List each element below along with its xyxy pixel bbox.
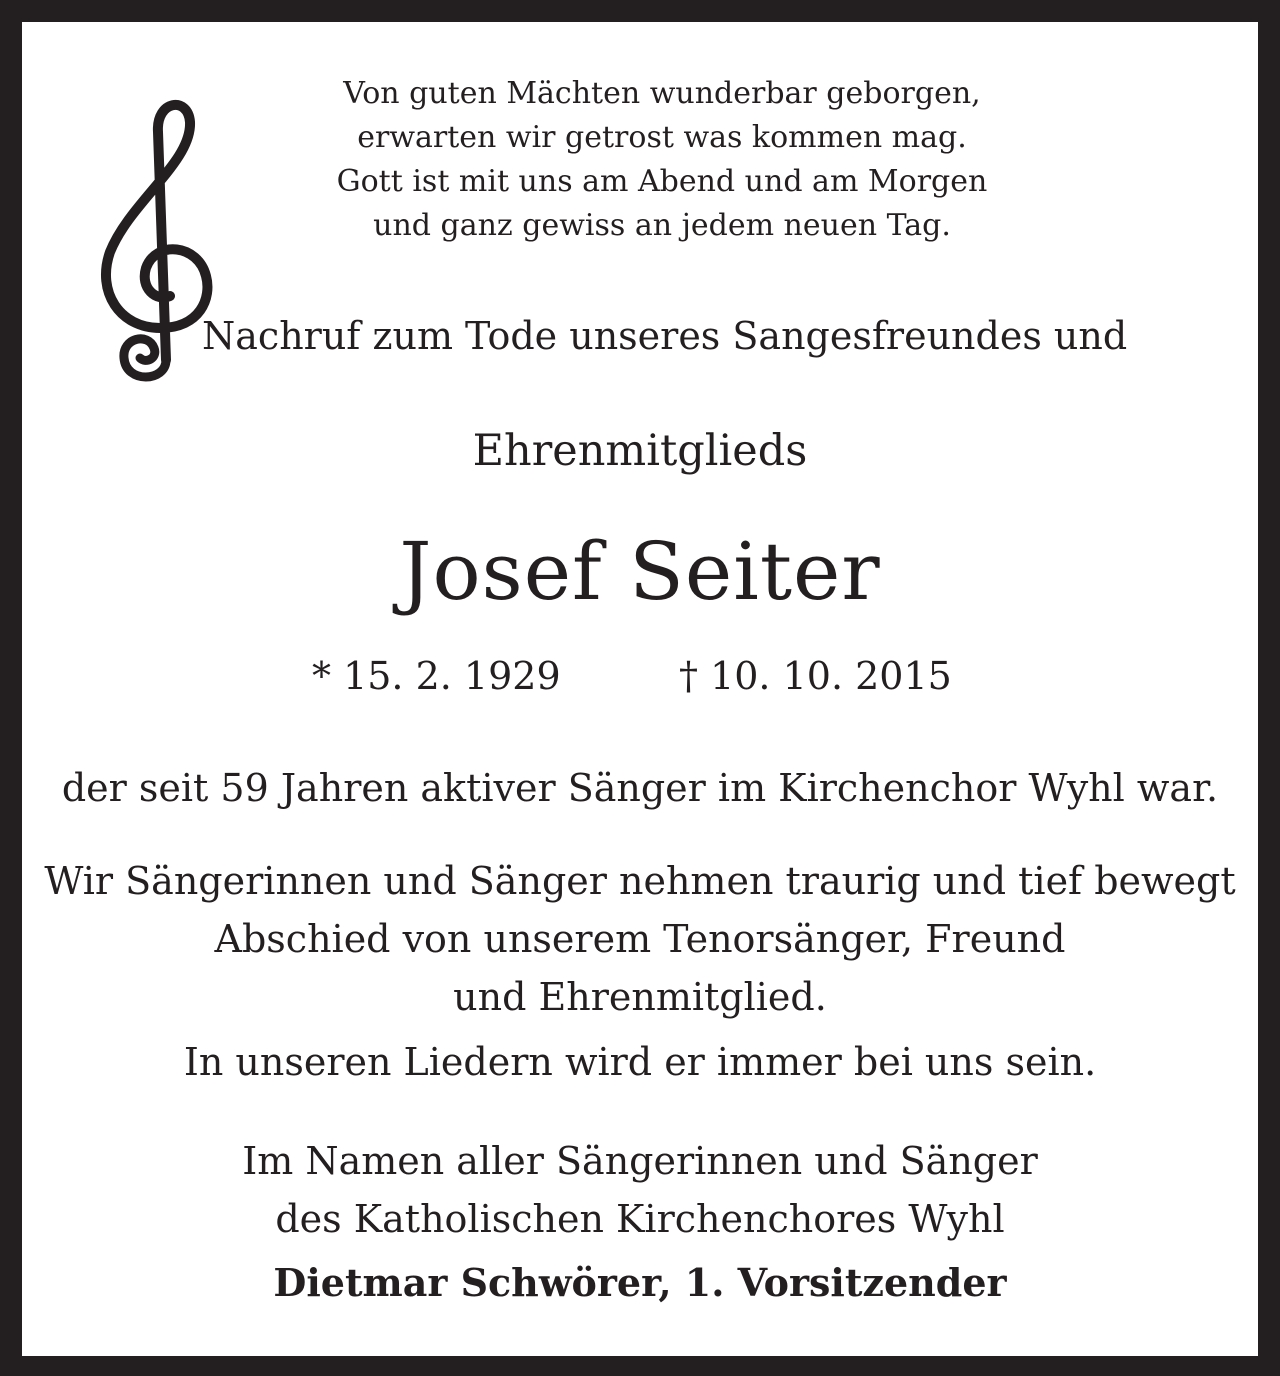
farewell-line: und Ehrenmitglied. xyxy=(453,975,827,1019)
farewell-line: Abschied von unserem Tenorsänger, Freund xyxy=(214,917,1066,961)
quote-line: Gott ist mit uns am Abend und am Morgen xyxy=(336,164,988,199)
birth-date: * 15. 2. 1929 xyxy=(312,654,561,698)
death-date: † 10. 10. 2015 xyxy=(679,654,952,698)
honorary-title: Ehrenmitglieds xyxy=(472,426,808,476)
quote-line: Von guten Mächten wunderbar geborgen, xyxy=(343,76,981,111)
signature-line: des Katholischen Kirchenchores Wyhl xyxy=(275,1197,1005,1241)
farewell-paragraph xyxy=(22,852,1258,1026)
membership-text: der seit 59 Jahren aktiver Sänger im Kirchenchor Wyhl war. xyxy=(61,766,1219,810)
signature-line: Im Namen aller Sängerinnen und Sänger xyxy=(242,1139,1038,1183)
signer-name: Dietmar Schwörer, 1. Vorsitzender xyxy=(273,1260,1007,1305)
obituary-card xyxy=(22,22,1258,1356)
intro-text: Nachruf zum Tode unseres Sangesfreundes und xyxy=(202,314,1128,358)
quote-verse xyxy=(282,72,1042,248)
remembrance-text: In unseren Liedern wird er immer bei uns sein. xyxy=(183,1040,1097,1084)
treble-clef-icon xyxy=(96,92,216,382)
quote-line: erwarten wir getrost was kommen mag. xyxy=(357,120,967,155)
farewell-line: Wir Sängerinnen und Sänger nehmen traurig und tief bewegt xyxy=(44,859,1236,903)
signature-block xyxy=(22,1132,1258,1248)
deceased-name: Josef Seiter xyxy=(399,525,881,618)
quote-line: und ganz gewiss an jedem neuen Tag. xyxy=(373,208,951,243)
